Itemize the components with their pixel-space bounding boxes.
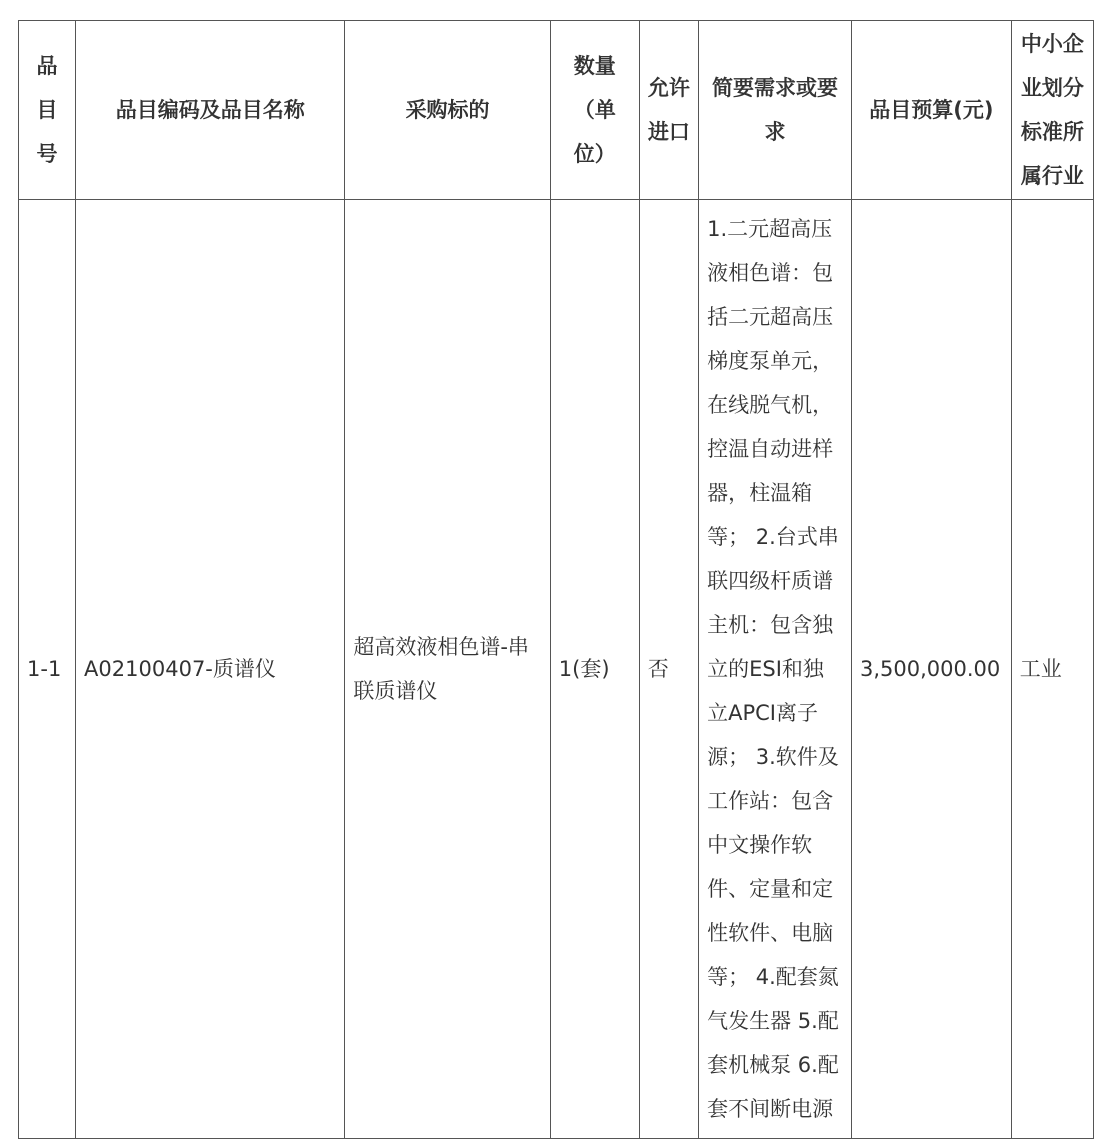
table-row [19, 200, 1094, 1139]
header-item-no: 品目号 [19, 21, 76, 200]
header-import: 允许进口 [639, 21, 698, 200]
cell-industry: 工业 [1011, 200, 1093, 1139]
cell-target: 超高效液相色谱-串联质谱仪 [345, 200, 550, 1139]
cell-requirements: 1.二元超高压液相色谱：包括二元超高压梯度泵单元，在线脱气机，控温自动进样器，柱温箱等； 2.台式串联四级杆质谱主机：包含独立的ESI和独立APCI离子源； 3.软件及工作站：包含中文操作软件、定量和定性软件、电脑等； 4.配套氮气发生器 5.配套机械泵 6.配套不间断电源 [699, 200, 852, 1139]
header-budget: 品目预算(元) [852, 21, 1012, 200]
cell-import: 否 [639, 200, 698, 1139]
header-requirements: 简要需求或要求 [699, 21, 852, 200]
cell-code-name: A02100407-质谱仪 [76, 200, 345, 1139]
header-industry: 中小企业划分标准所属行业 [1011, 21, 1093, 200]
cell-quantity: 1(套) [550, 200, 639, 1139]
header-target: 采购标的 [345, 21, 550, 200]
header-code-name: 品目编码及品目名称 [76, 21, 345, 200]
cell-budget: 3,500,000.00 [852, 200, 1012, 1139]
cell-item-no: 1-1 [19, 200, 76, 1139]
table-header-row [19, 21, 1094, 200]
header-quantity: 数量（单位） [550, 21, 639, 200]
procurement-table [18, 20, 1094, 1139]
